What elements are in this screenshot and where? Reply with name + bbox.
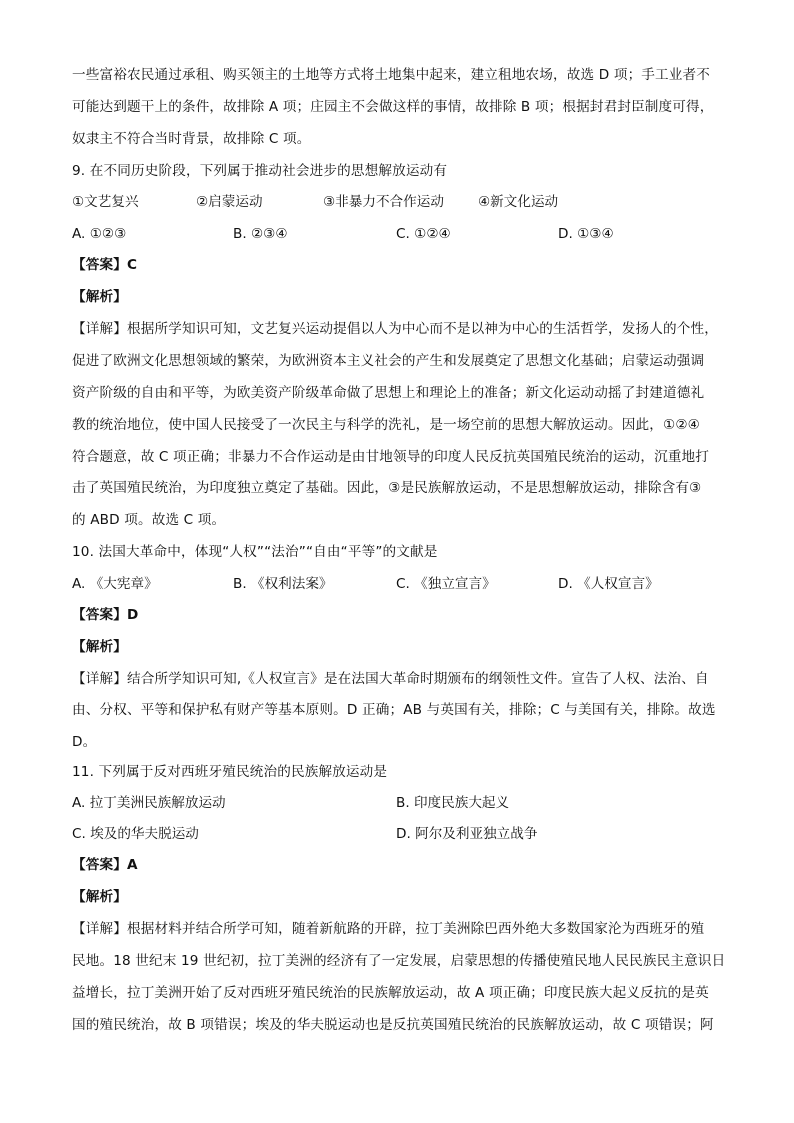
q8-analysis-line: 奴隶主不符合当时背景，故排除 C 项。 [72,131,311,147]
q9-item-2: ②启蒙运动 [196,194,263,210]
q9-item-4: ④新文化运动 [478,194,559,210]
q11-detail-line: 民地。18 世纪末 19 世纪初，拉丁美洲的经济有了一定发展，启蒙思想的传播使殖民地人民民族民主意识日 [72,953,726,969]
q10-answer: 【答案】D [72,607,139,623]
q9-detail-line: 教的统治地位，使中国人民接受了一次民主与科学的洗礼，是一场空前的思想大解放运动。因此，①②④ [72,417,700,433]
q9-option-a: A. ①②③ [72,226,127,242]
q9-detail-line: 的 ABD 项。故选 C 项。 [72,512,226,528]
q9-answer: 【答案】C [72,257,138,273]
q9-option-b: B. ②③④ [233,226,288,242]
q11-detail-line: 【详解】根据材料并结合所学可知，随着新航路的开辟，拉丁美洲除巴西外绝大多数国家沦为西班牙的殖 [72,921,705,937]
q10-stem: 10. 法国大革命中，体现“人权”“法治”“自由“平等”的文献是 [72,544,438,560]
q10-option-b: B. 《权利法案》 [233,576,333,592]
q11-option-d: D. 阿尔及利亚独立战争 [396,826,538,842]
q8-analysis-line: 可能达到题干上的条件，故排除 A 项；庄园主不会做这样的事情，故排除 B 项；根据封君封臣制度可得， [72,99,714,115]
q10-option-d: D. 《人权宣言》 [558,576,659,592]
q10-option-c: C. 《独立宣言》 [396,576,496,592]
q11-detail-line: 益增长，拉丁美洲开始了反对西班牙殖民统治的民族解放运动，故 A 项正确；印度民族大起义反抗的是英 [72,985,709,1001]
q9-option-c: C. ①②④ [396,226,451,242]
q9-detail-line: 符合题意，故 C 项正确；非暴力不合作运动是由甘地领导的印度人民反抗英国殖民统治的运动，沉重地打 [72,449,710,465]
q10-detail-line: 由、分权、平等和保护私有财产等基本原则。D 正确；AB 与英国有关，排除；C 与美国有关，排除。故选 [72,702,716,718]
q11-analysis-label: 【解析】 [72,889,127,905]
q9-analysis-label: 【解析】 [72,289,127,305]
q11-detail-line: 国的殖民统治，故 B 项错误；埃及的华夫脱运动也是反抗英国殖民统治的民族解放运动，故 C 项错误；阿 [72,1017,714,1033]
q9-option-d: D. ①③④ [558,226,614,242]
q11-option-a: A. 拉丁美洲民族解放运动 [72,795,226,811]
q9-detail-line: 【详解】根据所学知识可知，文艺复兴运动提倡以人为中心而不是以神为中心的生活哲学，发扬人的个性， [72,321,718,337]
q10-detail-line: 【详解】结合所学知识可知,《人权宣言》是在法国大革命时期颁布的纲领性文件。宣告了人权、法治、自 [72,671,709,687]
q8-analysis-line: 一些富裕农民通过承租、购买领主的土地等方式将土地集中起来，建立租地农场，故选 D 项；手工业者不 [72,67,711,83]
q11-option-c: C. 埃及的华夫脱运动 [72,826,199,842]
q10-option-a: A. 《大宪章》 [72,576,158,592]
q11-answer: 【答案】A [72,857,138,873]
q9-item-1: ①文艺复兴 [72,194,139,210]
q11-option-b: B. 印度民族大起义 [396,795,510,811]
q9-detail-line: 资产阶级的自由和平等，为欧美资产阶级革命做了思想上和理论上的准备；新文化运动动摇了封建道德礼 [72,385,705,401]
q9-detail-line: 促进了欧洲文化思想领域的繁荣，为欧洲资本主义社会的产生和发展奠定了思想文化基础；启蒙运动强调 [72,353,705,369]
q9-item-3: ③非暴力不合作运动 [323,194,444,210]
q11-stem: 11. 下列属于反对西班牙殖民统治的民族解放运动是 [72,764,388,780]
q9-stem: 9. 在不同历史阶段，下列属于推动社会进步的思想解放运动有 [72,163,448,179]
q10-analysis-label: 【解析】 [72,639,127,655]
q9-detail-line: 击了英国殖民统治，为印度独立奠定了基础。因此，③是民族解放运动，不是思想解放运动，排除含有③ [72,480,702,496]
q10-detail-line: D。 [72,734,97,750]
